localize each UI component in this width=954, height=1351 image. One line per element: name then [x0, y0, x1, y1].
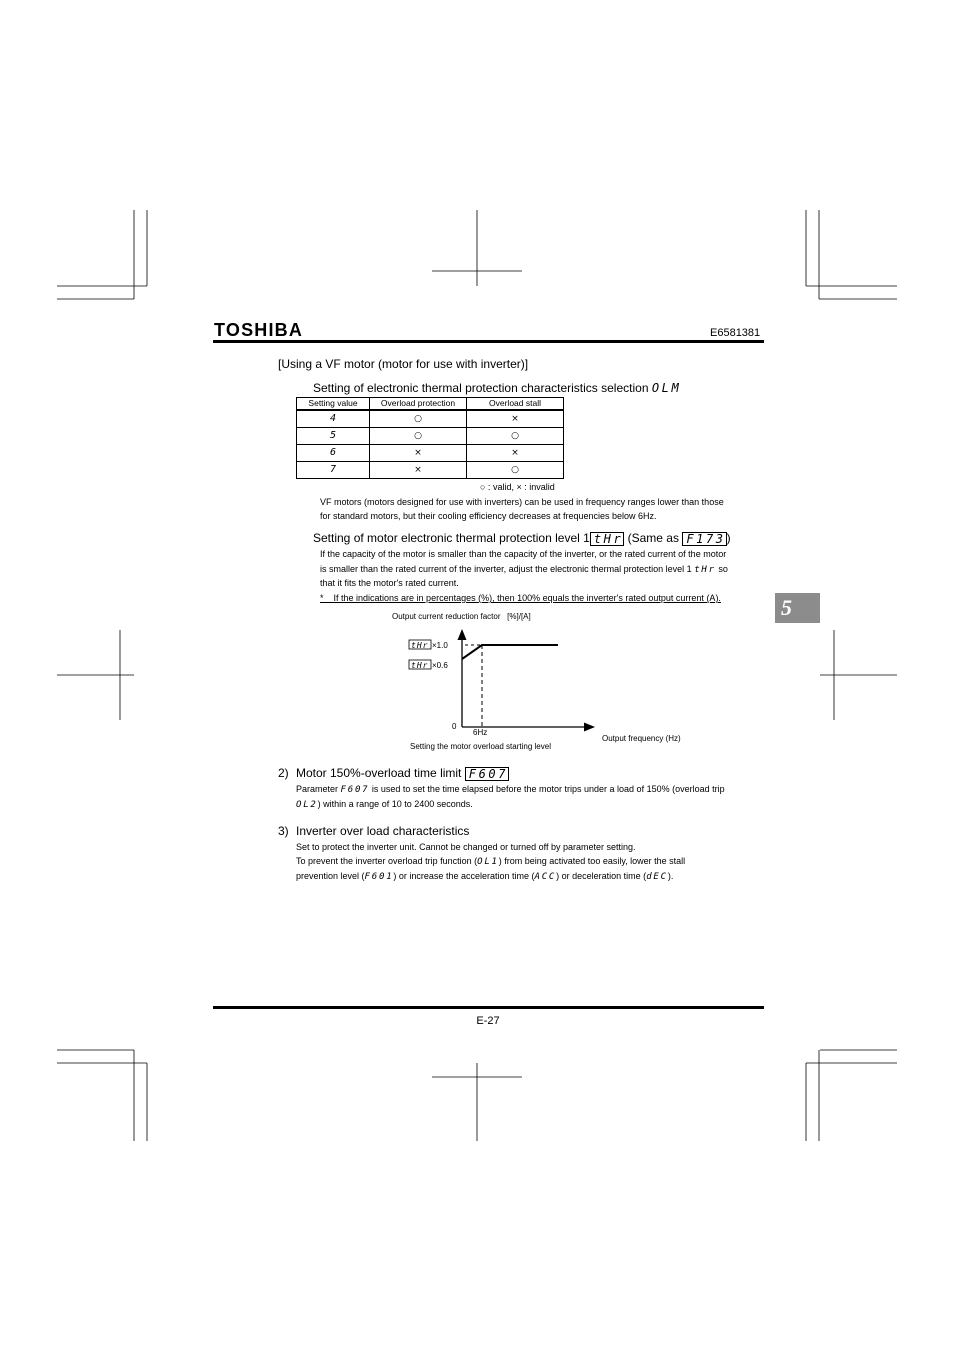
section-number: 3): [278, 824, 289, 838]
thermal-level-heading-text: Setting of motor electronic thermal protection level 1: [313, 531, 590, 545]
level-code-high: tHr: [411, 641, 429, 650]
table-row: [297, 428, 564, 445]
param-code-ol2: OL2: [296, 800, 318, 810]
overload-time-line-text: Parameter: [296, 784, 341, 794]
param-code-dec: dEC: [646, 872, 668, 882]
section-number: 2): [278, 766, 289, 780]
overload-time-line-text: ) within a range of 10 to 2400 seconds.: [317, 799, 473, 809]
table-row: [297, 410, 564, 428]
table-header-cell: Overload stall: [467, 398, 564, 411]
inverter-overload-heading-text: Inverter over load characteristics: [296, 824, 470, 838]
thermal-level-line: that it fits the motor's rated current.: [320, 578, 459, 588]
param-code-f601: F601: [364, 872, 394, 882]
overload-level-graph: [380, 620, 710, 755]
param-code-f607: F607: [340, 785, 370, 795]
level-high-label: ×1.0: [432, 641, 448, 650]
overload-time-line: [296, 799, 473, 811]
graph-caption: Setting the motor overload starting level: [410, 742, 551, 751]
inverter-overload-line-text: ) or deceleration time (: [556, 871, 647, 881]
header-rule: [213, 340, 764, 343]
toshiba-logo: TOSHIBA: [214, 320, 304, 340]
param-code-thr: tHr: [694, 565, 716, 575]
setting-value-cell: 7: [297, 462, 370, 479]
percentage-footnote: * If the indications are in percentages (%), then 100% equals the inverter's rated output current (A).: [320, 593, 721, 603]
inverter-overload-line-text: ) or increase the acceleration time (: [393, 871, 535, 881]
overload-time-heading-text: Motor 150%-overload time limit: [296, 766, 462, 780]
overload-time-heading: [278, 766, 509, 781]
overload-protection-cell: ×: [370, 445, 467, 462]
level-code-low: tHr: [411, 661, 429, 670]
inverter-overload-line-text: prevention level (: [296, 871, 365, 881]
y-axis-arrow: [458, 629, 467, 640]
overload-stall-cell: ×: [467, 410, 564, 428]
table-row: [297, 445, 564, 462]
page-number: E-27: [476, 1015, 500, 1027]
param-code-f607: F607: [465, 767, 509, 781]
overload-stall-cell: ○: [467, 428, 564, 445]
origin-label: 0: [452, 722, 457, 731]
overload-stall-cell: ×: [467, 445, 564, 462]
setting-value-cell: 5: [297, 428, 370, 445]
thermal-level-line-text: so: [715, 564, 728, 574]
vf-note-line: VF motors (motors designed for use with inverters) can be used in frequency ranges lower than those: [320, 497, 724, 507]
overload-time-line: [296, 784, 725, 796]
overload-protection-cell: ○: [370, 428, 467, 445]
thermal-level-heading: [313, 531, 731, 546]
table-row: [297, 462, 564, 479]
thermal-selection-heading: [313, 381, 681, 395]
document-number: E6581381: [710, 327, 761, 339]
reduction-curve: [462, 645, 558, 659]
inverter-overload-heading: [278, 824, 469, 838]
param-code-thr: tHr: [590, 532, 624, 546]
inverter-overload-line: [296, 871, 673, 883]
inverter-overload-line: Set to protect the inverter unit. Cannot be changed or turned off by parameter setting.: [296, 842, 636, 852]
6hz-tick-label: 6Hz: [473, 728, 488, 737]
inverter-overload-line: [296, 856, 685, 868]
table-header-cell: Overload protection: [370, 398, 467, 411]
same-as-close: ): [726, 531, 731, 545]
level-low-label: ×0.6: [432, 661, 448, 670]
setting-value-cell: 4: [297, 410, 370, 428]
same-as-open: (Same as: [624, 531, 683, 545]
x-axis-label: Output frequency (Hz): [602, 734, 681, 743]
overload-protection-cell: ×: [370, 462, 467, 479]
overload-time-line-text: is used to set the time elapsed before the motor trips under a load of 150% (overload trip: [369, 784, 725, 794]
param-code-acc: ACC: [534, 872, 557, 882]
inverter-overload-line-text: ).: [667, 871, 674, 881]
table-header-cell: Setting value: [297, 398, 370, 411]
table-header-row: [297, 398, 564, 411]
thermal-selection-heading-text: Setting of electronic thermal protection characteristics selection: [313, 381, 649, 395]
thermal-level-line-text: is smaller than the rated current of the inverter, adjust the electronic thermal protection level 1: [320, 564, 695, 574]
setting-value-cell: 6: [297, 445, 370, 462]
thermal-selection-table: [296, 397, 564, 479]
graph-y-axis-label: Output current reduction factor [%]/[A]: [392, 612, 531, 621]
footer-rule: [213, 1006, 764, 1009]
param-code-f173: F173: [682, 532, 726, 546]
inverter-overload-line-text: To prevent the inverter overload trip function (: [296, 856, 478, 866]
overload-protection-cell: ○: [370, 410, 467, 428]
chapter-tab: 5: [775, 593, 820, 623]
thermal-level-line: [320, 564, 728, 576]
x-axis-arrow: [584, 723, 595, 732]
table-legend: ○ : valid, × : invalid: [480, 482, 555, 492]
section-title: [Using a VF motor (motor for use with inverter)]: [278, 357, 529, 371]
overload-stall-cell: ○: [467, 462, 564, 479]
param-code-olm: OLM: [651, 381, 682, 395]
thermal-level-line: If the capacity of the motor is smaller than the capacity of the inverter, or the rated current of the motor: [320, 549, 727, 559]
vf-note-line: for standard motors, but their cooling efficiency decreases at frequencies below 6Hz.: [320, 511, 657, 521]
param-code-ol1: OL1: [477, 857, 499, 867]
inverter-overload-line-text: ) from being activated too easily, lower the stall: [498, 856, 686, 866]
